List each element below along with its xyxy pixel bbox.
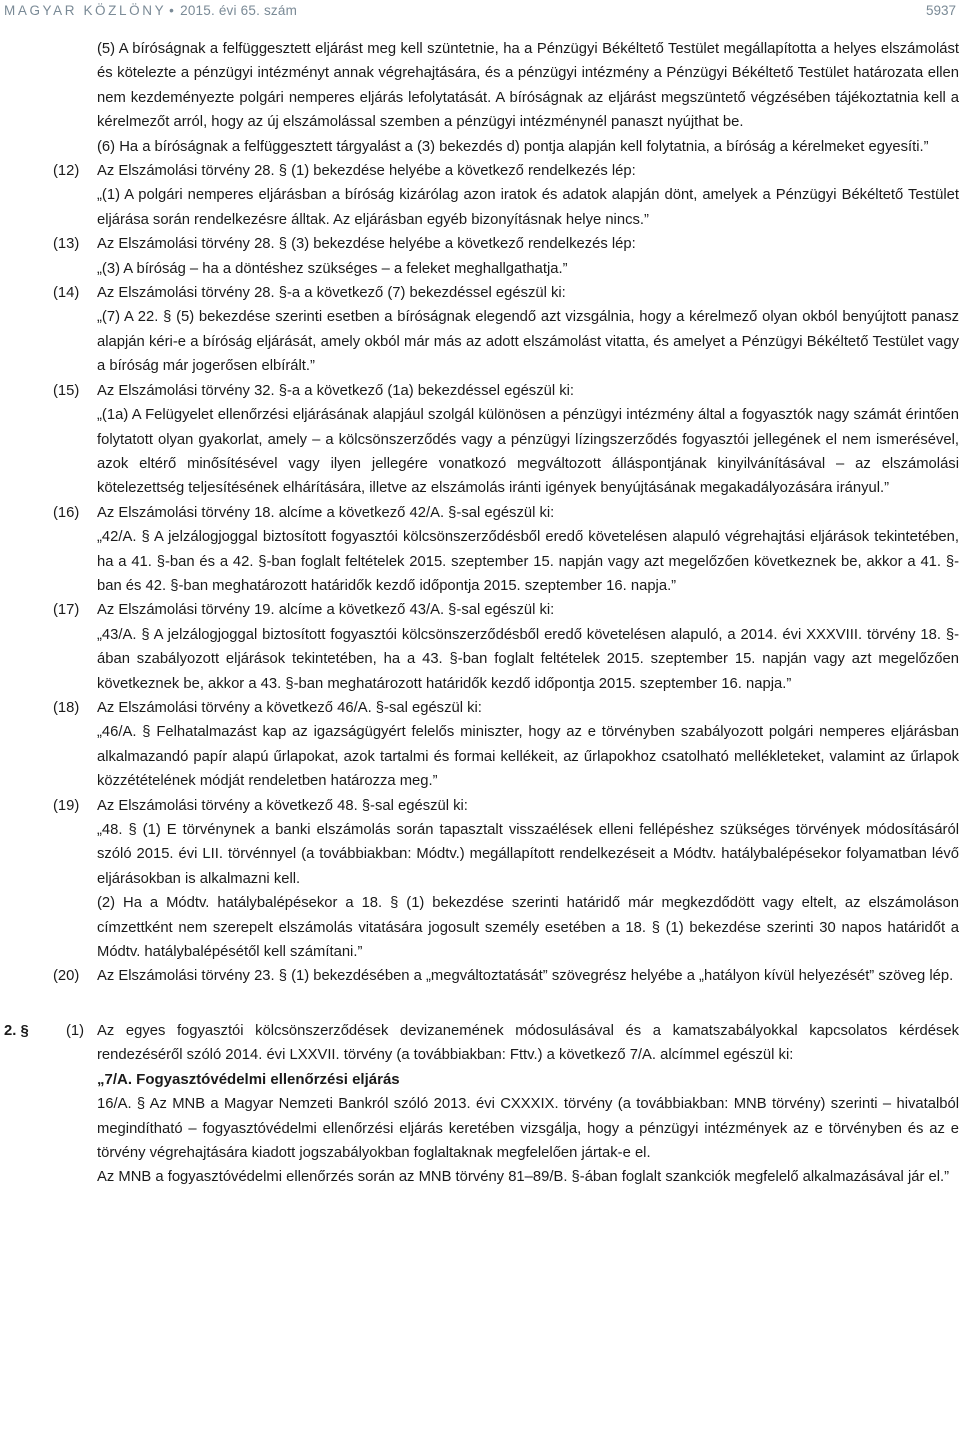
paragraph	[0, 37, 960, 135]
paragraph-text: (6) Ha a bíróságnak a felfüggesztett tárgyalást a (3) bekezdés d) pontja alapján kell folytatnia, a bíróság a kérelmeket egyesíti.”	[97, 138, 929, 155]
numbered-amendment	[0, 281, 960, 305]
publication-info	[4, 3, 297, 18]
amendment-text: Az Elszámolási törvény 28. § (1) bekezdése helyébe a következő rendelkezés lép:	[97, 163, 636, 180]
amendment-number: (15)	[53, 382, 80, 399]
amendment-text: Az Elszámolási törvény 28. § (3) bekezdése helyébe a következő rendelkezés lép:	[97, 236, 636, 253]
amendment-text: Az Elszámolási törvény 32. §-a a következő (1a) bekezdéssel egészül ki:	[97, 382, 575, 399]
quoted-text: „(1) A polgári nemperes eljárásban a bíróság kizárólag azon iratok és adatok alapján dönt, amelyek a Pénzügyi Békéltető Testület eljárása során rendelkezésre álltak. Az eljárásban egyéb bizonyításnak helye nincs.”	[97, 187, 959, 228]
quoted-provision	[0, 720, 960, 793]
amendment-text: Az Elszámolási törvény 23. § (1) bekezdésében a „megváltoztatását” szövegrész helyébe a „hatályon kívül helyezését” szöveg lép.	[97, 968, 954, 985]
amendment-number: (17)	[53, 602, 80, 619]
quoted-text: „(7) A 22. § (5) bekezdése szerinti esetben a bíróságnak elegendő azt vizsgálnia, hogy a kérelmező olyan okból benyújtott panasz alapján kéri-e a bíróság eljárását, amely okból már más az adott elszámolást vitatta, és amelyet a Pénzügyi Békéltető Testület vagy a bíróság már jogerősen elbírált.”	[97, 309, 959, 375]
quoted-text: „48. § (1) E törvénynek a banki elszámolás során tapasztalt visszaélések elleni fellépéshez szükséges törvények módosításáról szóló 2015. évi LII. törvénnyel (a továbbiakban: Módtv.) megállapított rendelkezéseit a Módtv. hatálybalépésekor folyamatban lévő eljárásokban is alkalmazni kell.	[97, 822, 959, 887]
page-number: 5937	[925, 3, 956, 18]
paragraph	[0, 135, 960, 159]
numbered-amendment	[0, 696, 960, 720]
quoted-provision	[0, 525, 960, 598]
amendment-list	[0, 37, 960, 989]
amendment-text: Az Elszámolási törvény a következő 46/A. §-sal egészül ki:	[97, 699, 482, 716]
amendment-text: Az Elszámolási törvény 19. alcíme a következő 43/A. §-sal egészül ki:	[97, 602, 555, 619]
quoted-provision	[0, 257, 960, 281]
numbered-amendment	[0, 598, 960, 622]
numbered-amendment	[0, 379, 960, 403]
document-body	[0, 37, 960, 1190]
subsection-number: (1)	[66, 1022, 85, 1039]
paragraph-text: (5) A bíróságnak a felfüggesztett eljárást meg kell szüntetnie, ha a Pénzügyi Békéltető Testület megállapította a helyes elszámolást és kötelezte a pénzügyi intézményt annak végrehajtására, és a pénzügyi intézmény a Pénzügyi Békéltető Testület határozata ellen nem kezdeményezte polgári nemperes eljárás lefolytatását. A bíróságnak az eljárást megszüntető végzésében tájékoztatnia kell a kérelmezőt arról, hogy az új elszámolással szemben a pénzügyi intézménynél panaszt nyújthat be.	[97, 41, 959, 131]
quoted-text: „(3) A bíróság – ha a döntéshez szükséges – a feleket meghallgathatja.”	[97, 260, 568, 277]
quoted-provision	[0, 623, 960, 696]
amendment-number: (14)	[53, 285, 80, 302]
page-header	[0, 0, 960, 22]
amendment-text: Az Elszámolási törvény a következő 48. §-sal egészül ki:	[97, 797, 468, 814]
quoted-text: „43/A. § A jelzálogjoggal biztosított fogyasztói kölcsönszerződésből eredő követelésen alapuló, a 2014. évi XXXVIII. törvény 18. §-ában szabályozott eljárások tekintetében, ha a 43. §-ban foglalt feltételek 2015. szeptember 15. napján vagy azt megelőzően következnek be, akkor a 43. §-ban meghatározott határidők kezdő időpontja 2015. szeptember 16. napja.”	[97, 626, 959, 692]
bullet-separator: •	[169, 3, 175, 18]
section-paragraph: Az MNB a fogyasztóvédelmi ellenőrzés során az MNB törvény 81–89/B. §-ában foglalt szankciók megfelelő alkalmazásával jár el.”	[97, 1169, 950, 1186]
section-number: 2. §	[4, 1022, 29, 1039]
publication-title: MAGYAR KÖZLÖNY	[4, 3, 167, 18]
quoted-text: „(1a) A Felügyelet ellenőrzési eljárásának alapjául szolgál különösen a pénzügyi intézmény által a fogyasztók nagy számát érintően folytatott olyan gyakorlat, amely – a kölcsönszerződés vagy a pénzügyi lízingszerződés fogyasztói jellegének el nem ismerésével, azok eltérő minősítésével vagy ilyen jellegére vonatkozó megváltozott álláspontjának kinyilvánításával – az elszámolási kötelezettség teljesítésének elhárítására, illetve az elszámolás iránti igények benyújtásának megakadályozására irányul.”	[97, 407, 959, 497]
subtitle-heading: „7/A. Fogyasztóvédelmi ellenőrzési eljárás	[97, 1070, 400, 1088]
section-2	[0, 1019, 960, 1190]
quoted-text: „42/A. § A jelzálogjoggal biztosított fogyasztói kölcsönszerződésből eredő követelésen alapuló végrehajtási eljárások tekintetében, ha a 41. §-ban és a 42. §-ban foglalt feltételek 2015. szeptember 15. napján vagy azt megelőzően következnek be, akkor a 41. §-ban és 42. §-ban meghatározott határidők kezdő időpontja 2015. szeptember 16. napja.”	[97, 529, 959, 594]
amendment-number: (18)	[53, 699, 80, 716]
amendment-text: Az Elszámolási törvény 28. §-a a következő (7) bekezdéssel egészül ki:	[97, 285, 566, 302]
numbered-amendment	[0, 964, 960, 988]
amendment-text: Az Elszámolási törvény 18. alcíme a következő 42/A. §-sal egészül ki:	[97, 504, 555, 521]
quoted-provision	[0, 403, 960, 501]
quoted-provision	[0, 305, 960, 378]
quoted-provision	[0, 183, 960, 232]
quoted-provision	[0, 818, 960, 891]
numbered-amendment	[0, 232, 960, 256]
amendment-number: (16)	[53, 504, 80, 521]
numbered-amendment	[0, 794, 960, 818]
section-intro: Az egyes fogyasztói kölcsönszerződések devizanemének módosulásával és a kamatszabályokkal kapcsolatos kérdések rendezéséről szóló 2014. évi LXXVII. törvény (a továbbiakban: Fttv.) a következő 7/A. alcímmel egészül ki:	[97, 1022, 959, 1064]
numbered-amendment	[0, 501, 960, 525]
amendment-number: (20)	[53, 968, 80, 985]
issue-label: 2015. évi 65. szám	[180, 3, 298, 18]
quoted-text: (2) Ha a Módtv. hatálybalépésekor a 18. § (1) bekezdése szerinti határidő már megkezdődött vagy eltelt, az elszámoláson címzettként nem szerepelt elszámolás vitatására jogosult személy esetében a 18. § (1) bekezdése szerinti 30 napos határidőt a Módtv. hatálybalépésétől kell számítani.”	[97, 895, 959, 961]
quoted-provision	[0, 891, 960, 964]
amendment-number: (12)	[53, 163, 80, 180]
amendment-number: (19)	[53, 797, 80, 814]
numbered-amendment	[0, 159, 960, 183]
quoted-text: „46/A. § Felhatalmazást kap az igazságügyért felelős miniszter, hogy az e törvényben szabályozott polgári nemperes eljárásban alkalmazandó papír alapú űrlapokat, azok tartalmi és formai kellékeit, az űrlapokhoz csatolható mellékleteket, valamint az űrlapok közzétételének módját rendeletben határozza meg.”	[97, 724, 959, 790]
amendment-number: (13)	[53, 236, 80, 253]
section-paragraph: 16/A. § Az MNB a Magyar Nemzeti Bankról szóló 2013. évi CXXXIX. törvény (a továbbiakban: MNB törvény) szerinti – hivatalból megindítható – fogyasztóvédelmi ellenőrzési eljárás keretében vizsgálja, hogy a pénzügyi intézmények az e törvényben és az e törvény végrehajtására kiadott jogszabályokban foglaltaknak megfelelően jártak-e el.	[97, 1096, 959, 1162]
